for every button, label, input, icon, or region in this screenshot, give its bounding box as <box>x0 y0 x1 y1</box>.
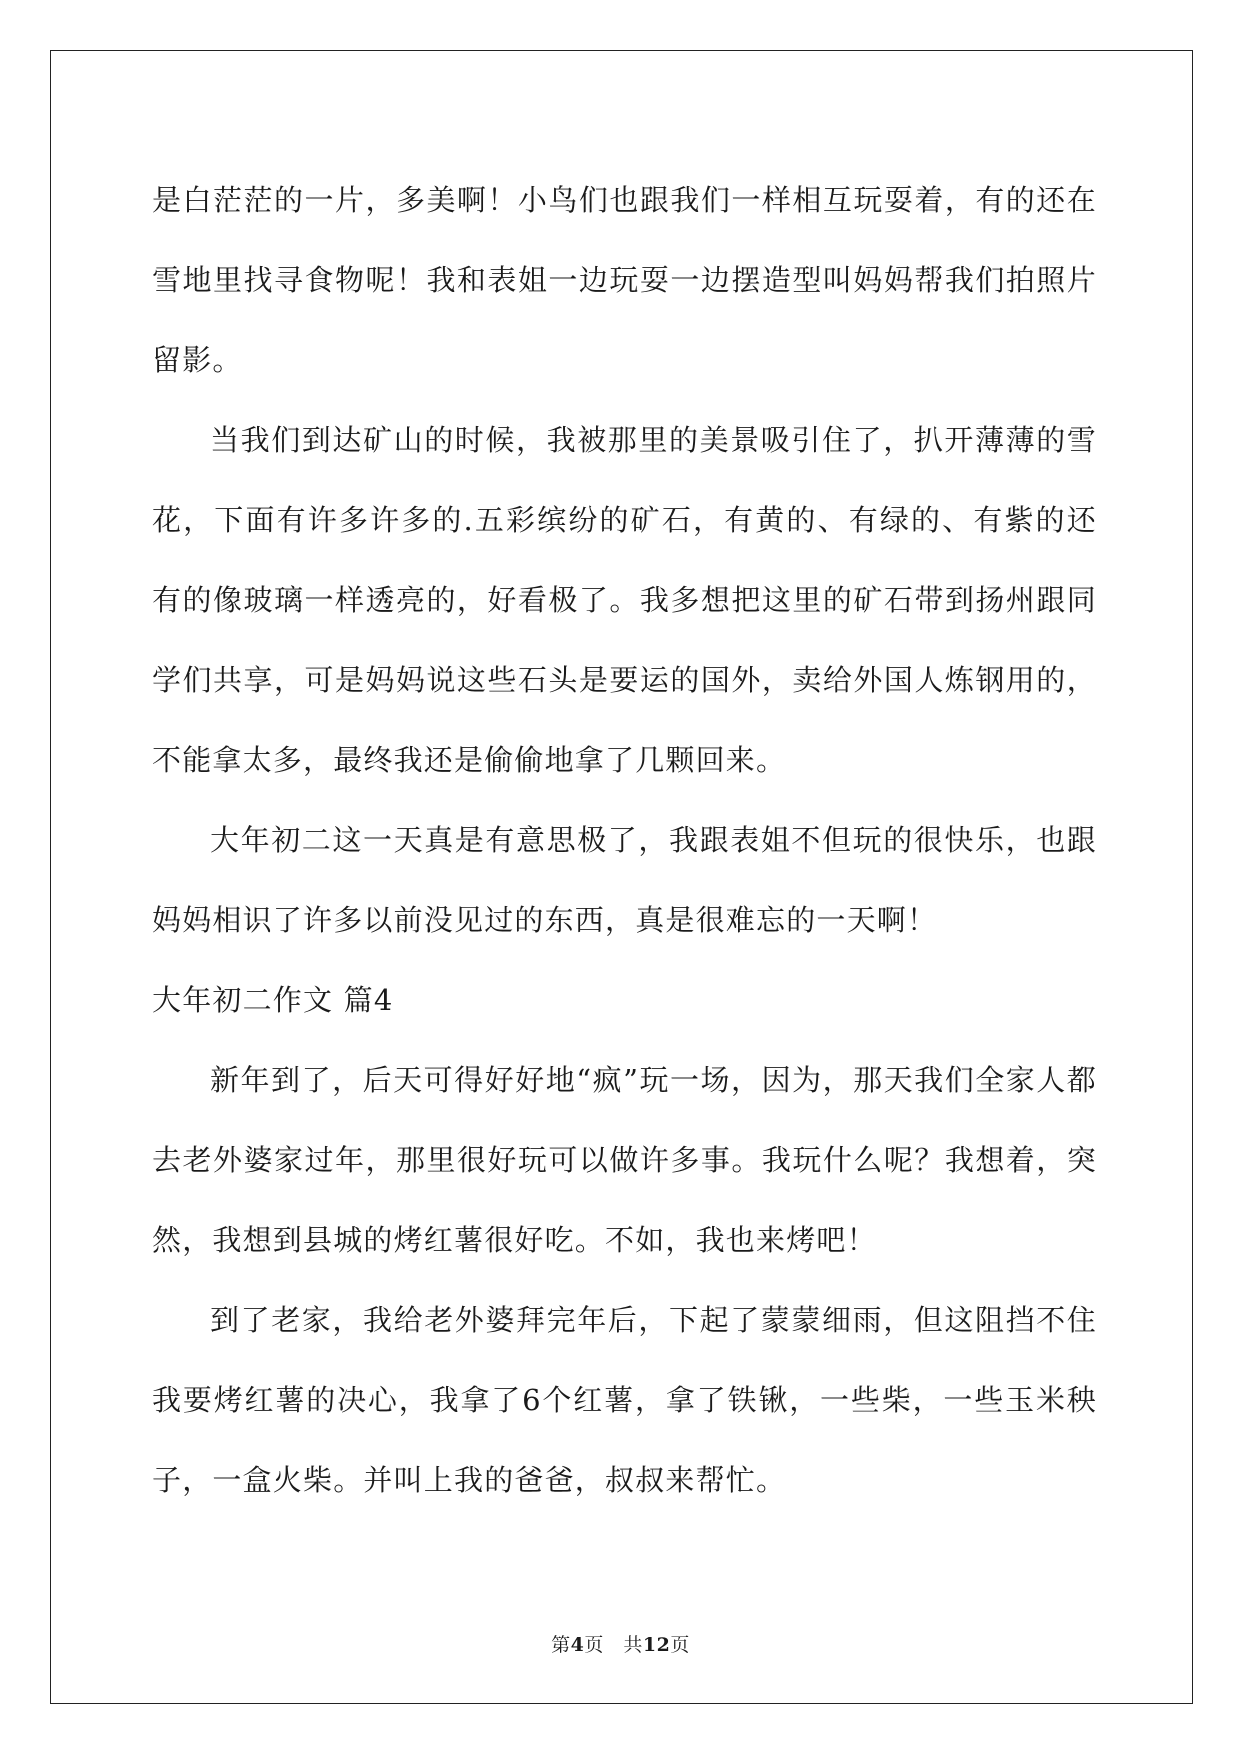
footer-prefix: 第 <box>551 1634 571 1656</box>
paragraph: 当我们到达矿山的时候，我被那里的美景吸引住了，扒开薄薄的雪花，下面有许多许多的.五彩缤纷的矿石，有黄的、有绿的、有紫的还有的像玻璃一样透亮的，好看极了。我多想把这里的矿石带到扬州跟同学们共享，可是妈妈说这些石头是要运的国外，卖给外国人炼钢用的，不能拿太多，最终我还是偷偷地拿了几颗回来。 <box>152 423 1097 777</box>
paragraph: 是白茫茫的一片，多美啊！小鸟们也跟我们一样相互玩耍着，有的还在雪地里找寻食物呢！我和表姐一边玩耍一边摆造型叫妈妈帮我们拍照片留影。 <box>152 183 1097 377</box>
paragraph: 大年初二这一天真是有意思极了，我跟表姐不但玩的很快乐，也跟妈妈相识了许多以前没见过的东西，真是很难忘的一天啊！ <box>152 823 1097 937</box>
footer-suffix: 页 <box>670 1634 690 1656</box>
page-footer <box>0 1630 1241 1657</box>
footer-mid: 页 共 <box>584 1634 643 1656</box>
paragraph: 新年到了，后天可得好好地“疯”玩一场，因为，那天我们全家人都去老外婆家过年，那里很好玩可以做许多事。我玩什么呢？我想着，突然，我想到县城的烤红薯很好吃。不如，我也来烤吧！ <box>152 1063 1097 1257</box>
document-body <box>152 160 1097 1520</box>
section-heading: 大年初二作文 篇4 <box>152 983 394 1017</box>
current-page-number: 4 <box>570 1634 585 1656</box>
paragraph: 到了老家，我给老外婆拜完年后，下起了蒙蒙细雨，但这阻挡不住我要烤红薯的决心，我拿了6个红薯，拿了铁锹，一些柴，一些玉米秧子，一盒火柴。并叫上我的爸爸，叔叔来帮忙。 <box>152 1303 1097 1497</box>
total-pages-number: 12 <box>642 1634 671 1656</box>
